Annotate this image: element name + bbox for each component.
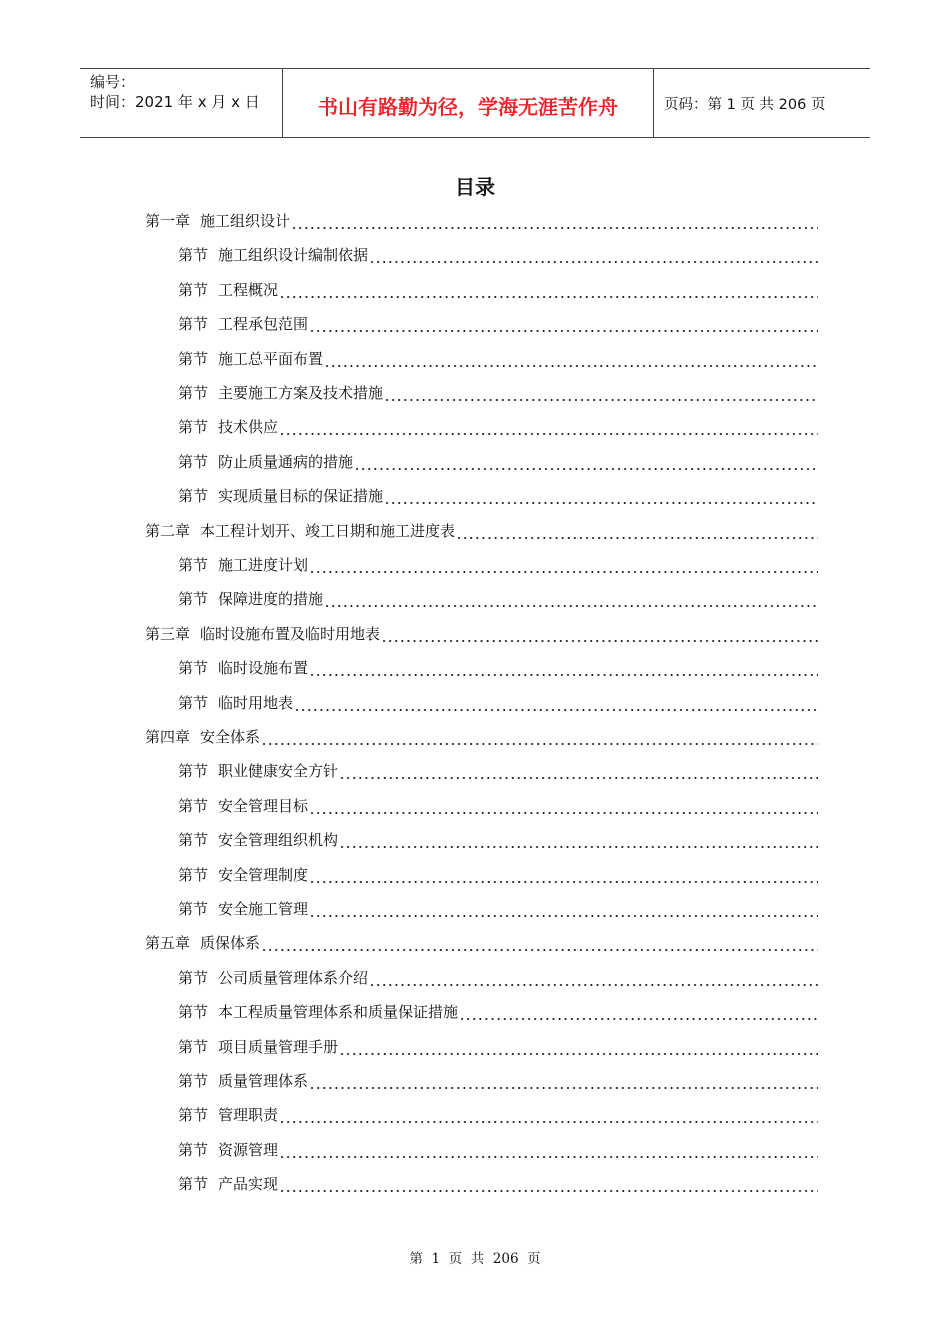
footer-page-number: 第 1 页 共 206 页 xyxy=(409,1251,541,1267)
toc-entry-title: 公司质量管理体系介绍 xyxy=(218,968,369,987)
toc-entry-title: 职业健康安全方针 xyxy=(218,762,339,781)
toc-entry-title: 施工组织设计编制依据 xyxy=(218,246,369,265)
toc-entry-number: 第节 xyxy=(178,1003,209,1022)
header-page-info: 页码：第 1 页 共 206 页 xyxy=(664,96,826,113)
toc-entry[interactable] xyxy=(178,313,818,335)
toc-dot-leader xyxy=(309,554,818,576)
toc-entry[interactable] xyxy=(178,588,818,610)
toc-entry[interactable] xyxy=(178,485,818,507)
toc-entry[interactable] xyxy=(178,692,818,714)
toc-dot-leader xyxy=(339,760,818,782)
toc-dot-leader xyxy=(279,416,818,438)
toc-dot-leader xyxy=(381,623,818,645)
toc-entry[interactable] xyxy=(178,1104,818,1126)
toc-entry-title: 临时设施布置及临时用地表 xyxy=(200,624,381,643)
toc-entry[interactable] xyxy=(145,932,818,954)
toc-entry[interactable] xyxy=(178,244,818,266)
toc-entry[interactable] xyxy=(178,348,818,370)
toc-entry[interactable] xyxy=(178,1173,818,1195)
toc-dot-leader xyxy=(309,313,818,335)
toc-entry-number: 第节 xyxy=(178,556,209,574)
toc-entry-number: 第节 xyxy=(178,762,209,781)
toc-entry-number: 第节 xyxy=(178,1175,209,1194)
toc-entry[interactable] xyxy=(178,279,818,301)
toc-entry[interactable] xyxy=(178,451,818,473)
toc-entry[interactable] xyxy=(178,1001,818,1023)
toc-dot-leader xyxy=(459,1001,818,1023)
toc-dot-leader xyxy=(279,279,818,301)
toc-entry-title: 安全管理组织机构 xyxy=(218,831,339,850)
toc-entry-title: 安全施工管理 xyxy=(218,900,309,918)
toc-entry-number: 第节 xyxy=(178,1037,209,1056)
toc-entry-number: 第五章 xyxy=(145,934,191,953)
toc-dot-leader xyxy=(261,726,818,748)
toc-entry-title: 本工程质量管理体系和质量保证措施 xyxy=(218,1003,459,1022)
toc-entry-title: 施工组织设计 xyxy=(200,212,291,230)
toc-entry-title: 防止质量通病的措施 xyxy=(218,452,354,471)
toc-entry-number: 第节 xyxy=(178,487,209,506)
toc-entry-number: 第节 xyxy=(178,315,209,334)
toc-entry-number: 第一章 xyxy=(145,212,191,230)
toc-entry-title: 主要施工方案及技术措施 xyxy=(218,384,384,402)
toc-dot-leader xyxy=(309,795,818,817)
toc-entry-number: 第节 xyxy=(178,590,209,609)
toc-entry-title: 资源管理 xyxy=(218,1140,279,1159)
toc-entry-number: 第节 xyxy=(178,1106,209,1125)
toc-entry-number: 第节 xyxy=(178,865,209,884)
page-footer xyxy=(0,1247,950,1267)
toc-dot-leader xyxy=(456,520,818,542)
header-motto: 书山有路勤为径，学海无涯苦作舟 xyxy=(282,69,654,137)
toc-entry-number: 第节 xyxy=(178,280,209,299)
toc-entry-title: 安全体系 xyxy=(200,728,261,746)
toc-entry-title: 施工总平面布置 xyxy=(218,349,324,368)
toc-entry[interactable] xyxy=(145,210,818,232)
toc-entry-title: 临时设施布置 xyxy=(218,659,309,678)
toc-dot-leader xyxy=(279,1173,818,1195)
toc-dot-leader xyxy=(354,451,818,473)
toc-dot-leader xyxy=(324,588,818,610)
toc-entry-number: 第节 xyxy=(178,418,209,437)
toc-entry-number: 第节 xyxy=(178,1072,209,1090)
toc-entry-title: 安全管理制度 xyxy=(218,865,309,884)
toc-entry[interactable] xyxy=(145,623,818,645)
toc-dot-leader xyxy=(384,485,818,507)
toc-entry[interactable] xyxy=(178,864,818,886)
toc-entry-number: 第节 xyxy=(178,693,209,712)
toc-dot-leader xyxy=(339,829,818,851)
document-date: 时间：2021 年 x 月 x 日 xyxy=(90,93,260,111)
toc-entry-title: 临时用地表 xyxy=(218,693,294,712)
toc-entry-number: 第节 xyxy=(178,659,209,678)
toc-entry[interactable] xyxy=(178,1036,818,1058)
toc-entry[interactable] xyxy=(178,967,818,989)
toc-entry-title: 质保体系 xyxy=(200,934,261,953)
toc-entry-number: 第节 xyxy=(178,246,209,265)
toc-entry[interactable] xyxy=(178,1139,818,1161)
toc-entry-title: 管理职责 xyxy=(218,1106,279,1125)
toc-entry-title: 产品实现 xyxy=(218,1175,279,1194)
toc-entry-title: 技术供应 xyxy=(218,418,279,437)
toc-entry-title: 本工程计划开、竣工日期和施工进度表 xyxy=(200,521,456,540)
toc-entry-number: 第节 xyxy=(178,1140,209,1159)
toc-entry[interactable] xyxy=(178,898,818,920)
toc-entry-title: 安全管理目标 xyxy=(218,796,309,815)
toc-dot-leader xyxy=(294,692,818,714)
toc-entry-number: 第节 xyxy=(178,452,209,471)
toc-entry[interactable] xyxy=(178,416,818,438)
toc-dot-leader xyxy=(309,864,818,886)
toc-dot-leader xyxy=(309,898,818,920)
toc-dot-leader xyxy=(261,932,818,954)
toc-dot-leader xyxy=(369,967,818,989)
toc-entry-title: 实现质量目标的保证措施 xyxy=(218,487,384,506)
toc-entry[interactable] xyxy=(178,760,818,782)
toc-entry-number: 第二章 xyxy=(145,521,191,540)
document-code-label: 编号： xyxy=(90,73,136,91)
toc-entry-number: 第节 xyxy=(178,796,209,815)
toc-entry-title: 保障进度的措施 xyxy=(218,590,324,609)
toc-dot-leader xyxy=(309,657,818,679)
toc-dot-leader xyxy=(369,244,818,266)
toc-entry-number: 第节 xyxy=(178,349,209,368)
toc-entry[interactable] xyxy=(178,829,818,851)
toc-entry[interactable] xyxy=(178,795,818,817)
toc-dot-leader xyxy=(309,1070,818,1092)
page-title: 目录 xyxy=(455,175,495,199)
toc-entry-number: 第四章 xyxy=(145,728,191,746)
toc-entry-title: 施工进度计划 xyxy=(218,556,309,574)
toc-entry-number: 第节 xyxy=(178,384,209,402)
toc-entry-title: 工程承包范围 xyxy=(218,315,309,334)
toc-dot-leader xyxy=(279,1104,818,1126)
toc-dot-leader xyxy=(384,382,818,404)
toc-dot-leader xyxy=(279,1139,818,1161)
toc-entry[interactable] xyxy=(145,726,818,748)
toc-entry-number: 第节 xyxy=(178,900,209,918)
toc-entry-number: 第节 xyxy=(178,968,209,987)
toc-entry[interactable] xyxy=(145,520,818,542)
toc-entry[interactable] xyxy=(178,382,818,404)
toc-entry-title: 质量管理体系 xyxy=(218,1072,309,1090)
toc-dot-leader xyxy=(324,348,818,370)
toc-entry[interactable] xyxy=(178,1070,818,1092)
toc-dot-leader xyxy=(291,210,818,232)
toc-entry-title: 项目质量管理手册 xyxy=(218,1037,339,1056)
toc-dot-leader xyxy=(339,1036,818,1058)
toc-entry-title: 工程概况 xyxy=(218,280,279,299)
toc-entry[interactable] xyxy=(178,657,818,679)
toc-entry-number: 第节 xyxy=(178,831,209,850)
toc-entry[interactable] xyxy=(178,554,818,576)
toc-entry-number: 第三章 xyxy=(145,624,191,643)
